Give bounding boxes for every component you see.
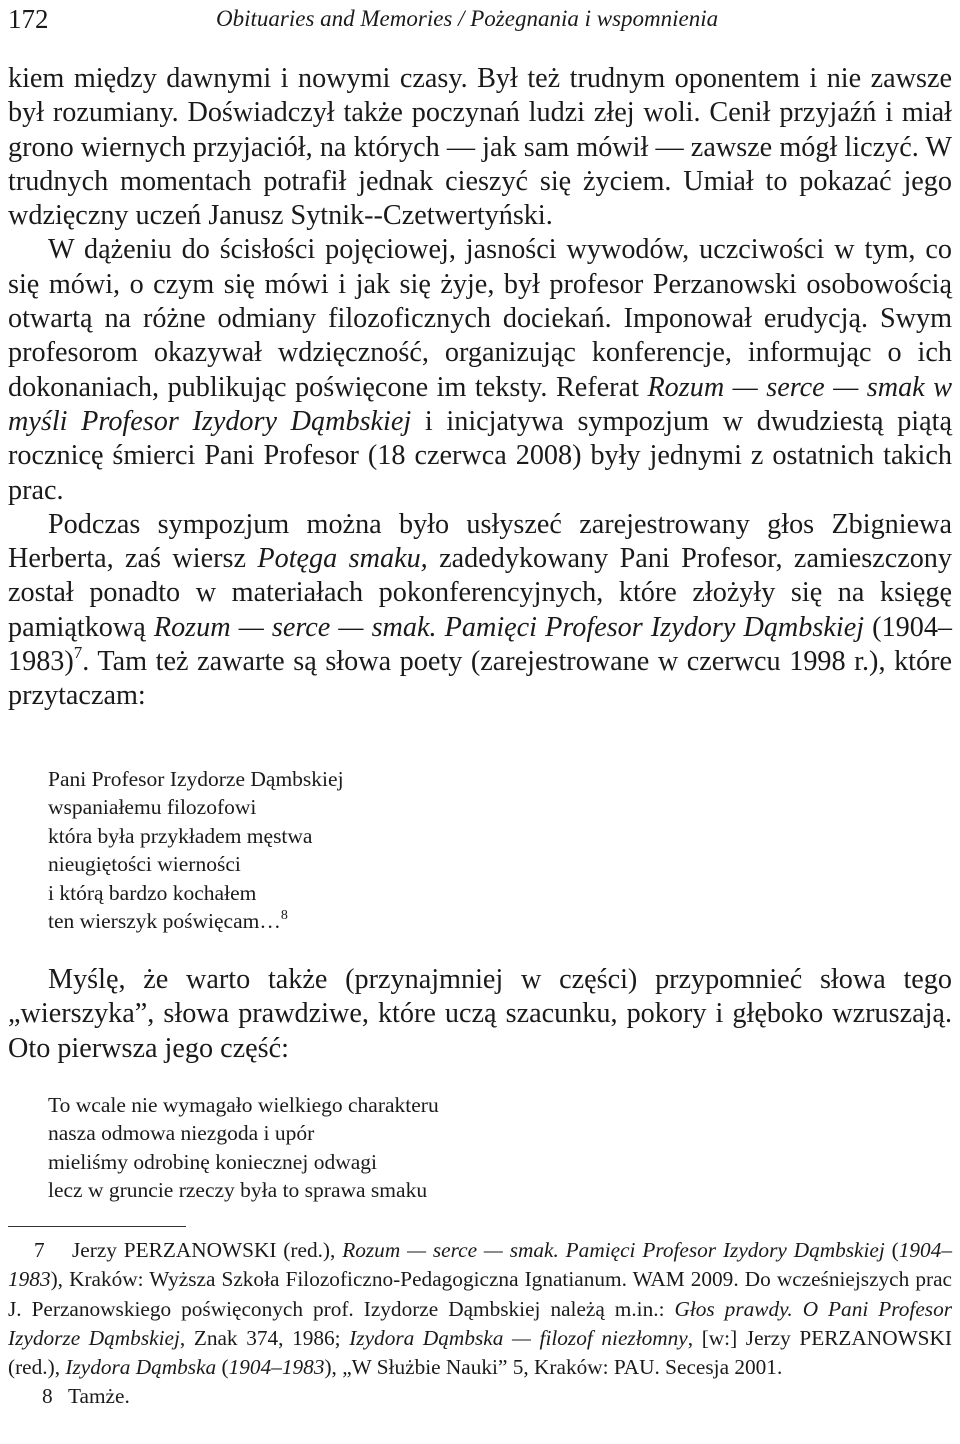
running-head <box>8 2 952 36</box>
poem-line: nasza odmowa niezgoda i upór <box>48 1121 315 1146</box>
journal-title: Obituaries and Memories / Pożegnania i wspomnienia <box>216 6 719 31</box>
footnote-8-number: 8 <box>42 1384 53 1409</box>
footnotes <box>8 1236 952 1412</box>
footnote-italic: 1904–1983 <box>8 1238 952 1292</box>
footnote-italic: Rozum — serce — smak. Pamięci Profesor Izydory Dąmbskiej <box>342 1238 885 1262</box>
footnote-italic: Izydora Dąmbska <box>65 1355 217 1380</box>
footnote-text: ), „W Służbie Nauki” 5, Kraków: PAU. Secesja 2001. <box>324 1355 783 1380</box>
paragraph-3-text-d: . Tam też zawarte są słowa poety (zarejestrowane w czerwcu 1998 r.), które przytaczam: <box>8 646 952 712</box>
poem-line: Pani Profesor Izydorze Dąmbskiej <box>48 767 344 791</box>
poem-line-text: ten wierszyk poświęcam… <box>48 909 281 934</box>
page-number: 172 <box>8 4 49 34</box>
paragraph-3-text-b: zadedykowany Pani Profesor, zamieszczony został ponadto w materiałach pokonferencyjnych, które złożyły się na księgę pamiątkową <box>8 543 952 643</box>
footnote-8 <box>8 1382 952 1411</box>
poem-line: która była przykładem męstwa <box>48 823 313 848</box>
paragraph-2-text-b: i inicjatywa sympozjum w dwudziestą piątą rocznicę śmierci Pani Profesor (18 czerwca 2008) były jednymi z ostatnich takich prac. <box>8 405 952 506</box>
footnote-7 <box>8 1236 952 1382</box>
footnote-italic: Głos prawdy. O Pani Profesor Izydorze Dąmbskiej <box>8 1296 952 1350</box>
main-text <box>8 62 952 714</box>
paragraph-4: Myślę, że warto także (przynajmniej w części) przypomnieć słowa tego „wierszyka”, słowa prawdziwe, które uczą szacunku, pokory i głęboko wzruszają. Oto pierwsza jego część: <box>8 964 952 1064</box>
paragraph-3-text-a: Podczas sympozjum można było usłyszeć zarejestrowany głos Zbigniewa Herberta, zaś wiersz <box>8 508 952 575</box>
footnote-separator <box>8 1226 186 1227</box>
footnote-text: , Znak 374, 1986; <box>179 1325 350 1350</box>
footnote-text: Jerzy PERZANOWSKI (red.), <box>72 1238 343 1262</box>
paragraph-3-text-c: (1904–1983) <box>8 611 953 678</box>
poem-line: i którą bardzo kochałem <box>48 880 257 905</box>
poem-line: nieugiętości wierności <box>48 852 241 877</box>
footnote-7-number: 7 <box>34 1238 45 1262</box>
footnote-text: ( <box>216 1355 229 1380</box>
footnote-text: ( <box>884 1238 899 1262</box>
poem-line: To wcale nie wymagało wielkiego charakteru <box>48 1093 439 1117</box>
paper-title-italic: Rozum — serce — smak w myśli Profesor Izydory Dąmbskiej <box>8 371 953 437</box>
poem-dedication <box>48 765 344 935</box>
book-title-italic: Rozum — serce — smak. Pamięci Profesor Izydory Dąmbskiej <box>153 611 865 643</box>
footnote-text: , [w:] Jerzy PERZANOWSKI (red.), <box>8 1325 952 1380</box>
poem-excerpt <box>48 1091 439 1205</box>
footnote-italic: 1904–1983 <box>228 1355 325 1380</box>
poem-line: lecz w gruncie rzeczy była to sprawa smaku <box>48 1178 428 1203</box>
footnote-ref-8[interactable]: 8 <box>280 908 288 924</box>
paragraph-3 <box>8 508 952 714</box>
footnote-ref-7[interactable]: 7 <box>73 643 83 663</box>
poem-title-italic: Potęga smaku, <box>257 543 428 575</box>
paragraph-2 <box>8 233 952 507</box>
footnote-8-text: Tamże. <box>68 1384 130 1409</box>
poem-line-last <box>48 907 344 935</box>
poem-line: wspaniałemu filozofowi <box>48 795 257 820</box>
paragraph-2-text-a: W dążeniu do ścisłości pojęciowej, jasności wywodów, uczciwości w tym, co się mówi, o czym się mówi i jak się żyje, był profesor Perzanowski osobowością otwartą na różne odmiany filozoficznych dociekań. Imponował erudycją. Swym profesorom okazywał wdzięczność, organizując konferencje, informując o ich dokonaniach, publikując poświęcone im teksty. Referat <box>8 234 952 403</box>
footnote-italic: Izydora Dąmbska — filozof niezłomny <box>349 1325 688 1350</box>
poem-line: mieliśmy odrobinę koniecznej odwagi <box>48 1149 377 1174</box>
paragraph-1: kiem między dawnymi i nowymi czasy. Był też trudnym oponentem i nie zawsze był rozumiany. Doświadczył także poczynań ludzi złej woli. Cenił przyjaźń i miał grono wiernych przyjaciół, na których — jak sam mówił — zawsze mógł liczyć. W trudnych momentach potrafił jednak cieszyć się życiem. Umiał to pokazać jego wdzięczny uczeń Janusz Sytnik--Czetwertyński. <box>8 63 952 232</box>
footnote-text: ), Kraków: Wyższa Szkoła Filozoficzno-Pedagogiczna Ignatianum. WAM 2009. Do wcześniejszych prac J. Perzanowskiego poświęconych prof. Izydorze Dąmbskiej należą m.in.: <box>8 1267 952 1321</box>
